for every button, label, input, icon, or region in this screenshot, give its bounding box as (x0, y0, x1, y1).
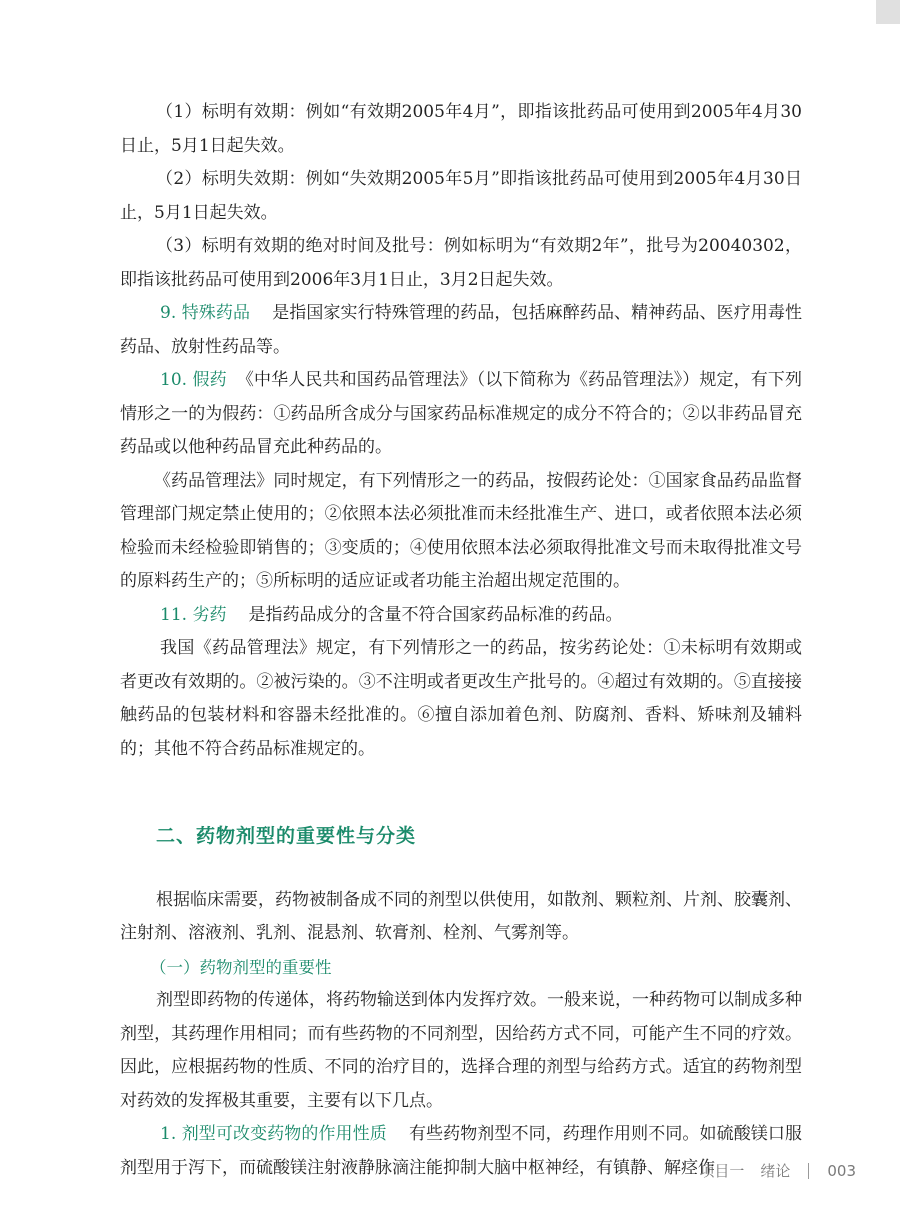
footer-divider (808, 1163, 809, 1179)
paragraph-substandard-rules: 我国《药品管理法》规定，有下列情形之一的药品，按劣药论处：①未标明有效期或者更改有效期的。②被污染的。③不注明或者更改生产批号的。④超过有效期的。⑤直接接触药品的包装材料和容器未经批准的。⑥擅自添加着色剂、防腐剂、香料、矫味剂及辅料的；其他不符合药品标准规定的。 (120, 638, 802, 759)
paragraph-counterfeit-rules: 《药品管理法》同时规定，有下列情形之一的药品，按假药论处：①国家食品药品监督管理部门规定禁止使用的；②依照本法必须批准而未经批准生产、进口，或者依照本法必须检验而未经检验即销售的；③变质的；④使用依照本法必须取得批准文号而未取得批准文号的原料药生产的；⑤所标明的适应证或者功能主治超出规定范围的。 (120, 470, 802, 591)
paragraph-dosage-importance: 剂型即药物的传递体，将药物输送到体内发挥疗效。一般来说，一种药物可以制成多种剂型，其药理作用相同；而有些药物的不同剂型，因给药方式不同，可能产生不同的疗效。因此，应根据药物的性质、不同的治疗目的，选择合理的剂型与给药方式。适宜的药物剂型对药效的发挥极其重要，主要有以下几点。 (120, 990, 802, 1111)
paragraph-valid-date: （1）标明有效期：例如“有效期2005年4月”，即指该批药品可使用到2005年4月30日止，5月1日起失效。 (120, 102, 802, 156)
term-dosage-point-1: 1. 剂型可改变药物的作用性质 (160, 1124, 387, 1144)
footer-project: 项目一 (699, 1162, 745, 1180)
paragraph-expiry-date: （2）标明失效期：例如“失效期2005年5月”即指该批药品可使用到2005年4月30日止，5月1日起失效。 (120, 169, 802, 223)
section-heading: 二、药物剂型的重要性与分类 (156, 825, 417, 847)
definition-substandard-drugs: 是指药品成分的含量不符合国家药品标准的药品。 (248, 604, 623, 625)
term-counterfeit-drugs: 10. 假药 (160, 370, 227, 390)
page-body (120, 96, 802, 1185)
page-footer (699, 1160, 856, 1181)
footer-chapter: 绪论 (760, 1162, 791, 1180)
definition-special-drugs: 是指国家实行特殊管理的药品，包括麻醉药品、精神药品、医疗用毒性药品、放射性药品等。 (120, 303, 802, 357)
page-number: 003 (827, 1161, 856, 1180)
term-special-drugs: 9. 特殊药品 (160, 303, 251, 323)
paragraph-dosage-intro: 根据临床需要，药物被制备成不同的剂型以供使用，如散剂、颗粒剂、片剂、胶囊剂、注射剂、溶液剂、乳剂、混悬剂、软膏剂、栓剂、气雾剂等。 (120, 889, 802, 943)
definition-counterfeit-drugs: 《中华人民共和国药品管理法》（以下简称为《药品管理法》）规定，有下列情形之一的为假药：①药品所含成分与国家药品标准规定的成分不符合的；②以非药品冒充药品或以他种药品冒充此种药品的。 (120, 370, 802, 457)
paragraph-counterfeit-drugs (120, 364, 802, 465)
term-substandard-drugs: 11. 劣药 (160, 604, 227, 625)
page-corner-mark (876, 0, 900, 24)
subsection-heading: （一）药物剂型的重要性 (150, 957, 332, 977)
paragraph-absolute-date: （3）标明有效期的绝对时间及批号：例如标明为“有效期2年”，批号为20040302，即指该批药品可使用到2006年3月1日止，3月2日起失效。 (120, 236, 802, 290)
text-dosage-point-1: 有些药物剂型不同，药理作用则不同。如硫酸镁口服剂型用于泻下，而硫酸镁注射液静脉滴注能抑制大脑中枢神经，有镇静、解痉作 (120, 1124, 802, 1178)
paragraph-special-drugs (120, 297, 802, 364)
paragraph-substandard-drugs (120, 599, 802, 633)
